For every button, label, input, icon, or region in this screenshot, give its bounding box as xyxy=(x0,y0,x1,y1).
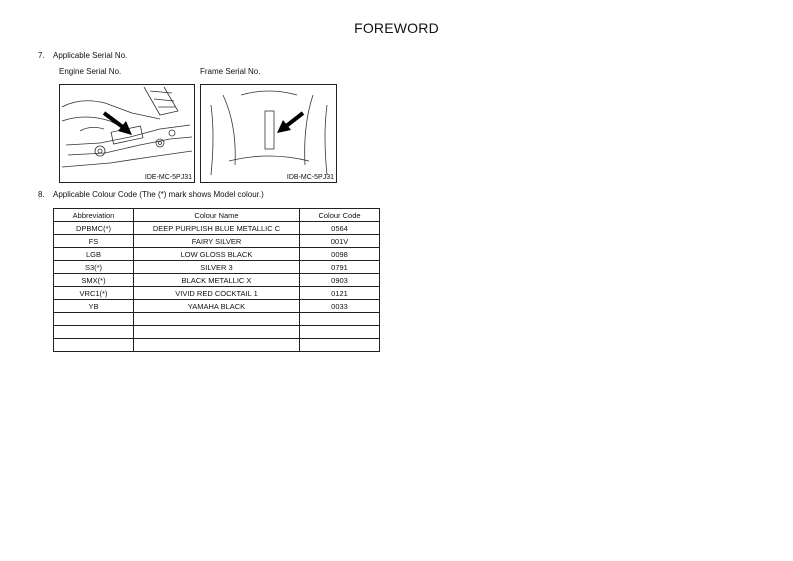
engine-illustration xyxy=(60,85,194,182)
colour-name-cell: YAMAHA BLACK xyxy=(134,300,300,313)
abbreviation-cell xyxy=(54,313,134,326)
engine-serial-figure xyxy=(59,84,195,183)
colour-code-cell xyxy=(300,326,380,339)
section-8-heading xyxy=(38,190,264,199)
abbreviation-cell: S3(*) xyxy=(54,261,134,274)
engine-serial-label: Engine Serial No. xyxy=(59,67,122,76)
table-row xyxy=(54,300,380,313)
table-row xyxy=(54,274,380,287)
colour-code-cell: 0903 xyxy=(300,274,380,287)
header-colour-name: Colour Name xyxy=(134,209,300,222)
colour-name-cell: VIVID RED COCKTAIL 1 xyxy=(134,287,300,300)
table-row xyxy=(54,235,380,248)
frame-figure-code: IDB-MC-5PJ31 xyxy=(286,174,334,181)
colour-code-table xyxy=(53,208,380,352)
colour-name-cell: FAIRY SILVER xyxy=(134,235,300,248)
table-row xyxy=(54,287,380,300)
colour-name-cell: DEEP PURPLISH BLUE METALLIC C xyxy=(134,222,300,235)
colour-name-cell: SILVER 3 xyxy=(134,261,300,274)
engine-arrow-icon xyxy=(104,113,132,135)
engine-figure-code: IDE-MC-5PJ31 xyxy=(144,174,192,181)
table-row xyxy=(54,248,380,261)
table-row xyxy=(54,222,380,235)
table-header-row xyxy=(54,209,380,222)
abbreviation-cell xyxy=(54,326,134,339)
abbreviation-cell: SMX(*) xyxy=(54,274,134,287)
colour-code-cell: 0564 xyxy=(300,222,380,235)
colour-code-cell: 001V xyxy=(300,235,380,248)
abbreviation-cell: LGB xyxy=(54,248,134,261)
frame-arrow-icon xyxy=(277,113,303,133)
colour-code-cell xyxy=(300,313,380,326)
frame-serial-label: Frame Serial No. xyxy=(200,67,261,76)
colour-code-cell: 0098 xyxy=(300,248,380,261)
header-colour-code: Colour Code xyxy=(300,209,380,222)
colour-code-cell xyxy=(300,339,380,352)
abbreviation-cell: VRC1(*) xyxy=(54,287,134,300)
table-row-empty xyxy=(54,313,380,326)
colour-name-cell xyxy=(134,313,300,326)
colour-name-cell xyxy=(134,339,300,352)
abbreviation-cell: DPBMC(*) xyxy=(54,222,134,235)
abbreviation-cell xyxy=(54,339,134,352)
frame-serial-figure xyxy=(200,84,337,183)
section-7-title: Applicable Serial No. xyxy=(53,51,128,60)
header-abbreviation: Abbreviation xyxy=(54,209,134,222)
page-title: FOREWORD xyxy=(354,20,439,36)
section-8-number: 8. xyxy=(38,190,45,199)
section-7-heading xyxy=(38,51,127,60)
section-7-number: 7. xyxy=(38,51,45,60)
colour-code-cell: 0033 xyxy=(300,300,380,313)
table-row-empty xyxy=(54,326,380,339)
frame-illustration xyxy=(201,85,336,182)
abbreviation-cell: FS xyxy=(54,235,134,248)
colour-name-cell: LOW GLOSS BLACK xyxy=(134,248,300,261)
colour-code-cell: 0791 xyxy=(300,261,380,274)
table-row xyxy=(54,261,380,274)
abbreviation-cell: YB xyxy=(54,300,134,313)
table-row-empty xyxy=(54,339,380,352)
colour-code-cell: 0121 xyxy=(300,287,380,300)
colour-name-cell: BLACK METALLIC X xyxy=(134,274,300,287)
section-8-title: Applicable Colour Code (The (*) mark shows Model colour.) xyxy=(53,190,264,199)
colour-name-cell xyxy=(134,326,300,339)
